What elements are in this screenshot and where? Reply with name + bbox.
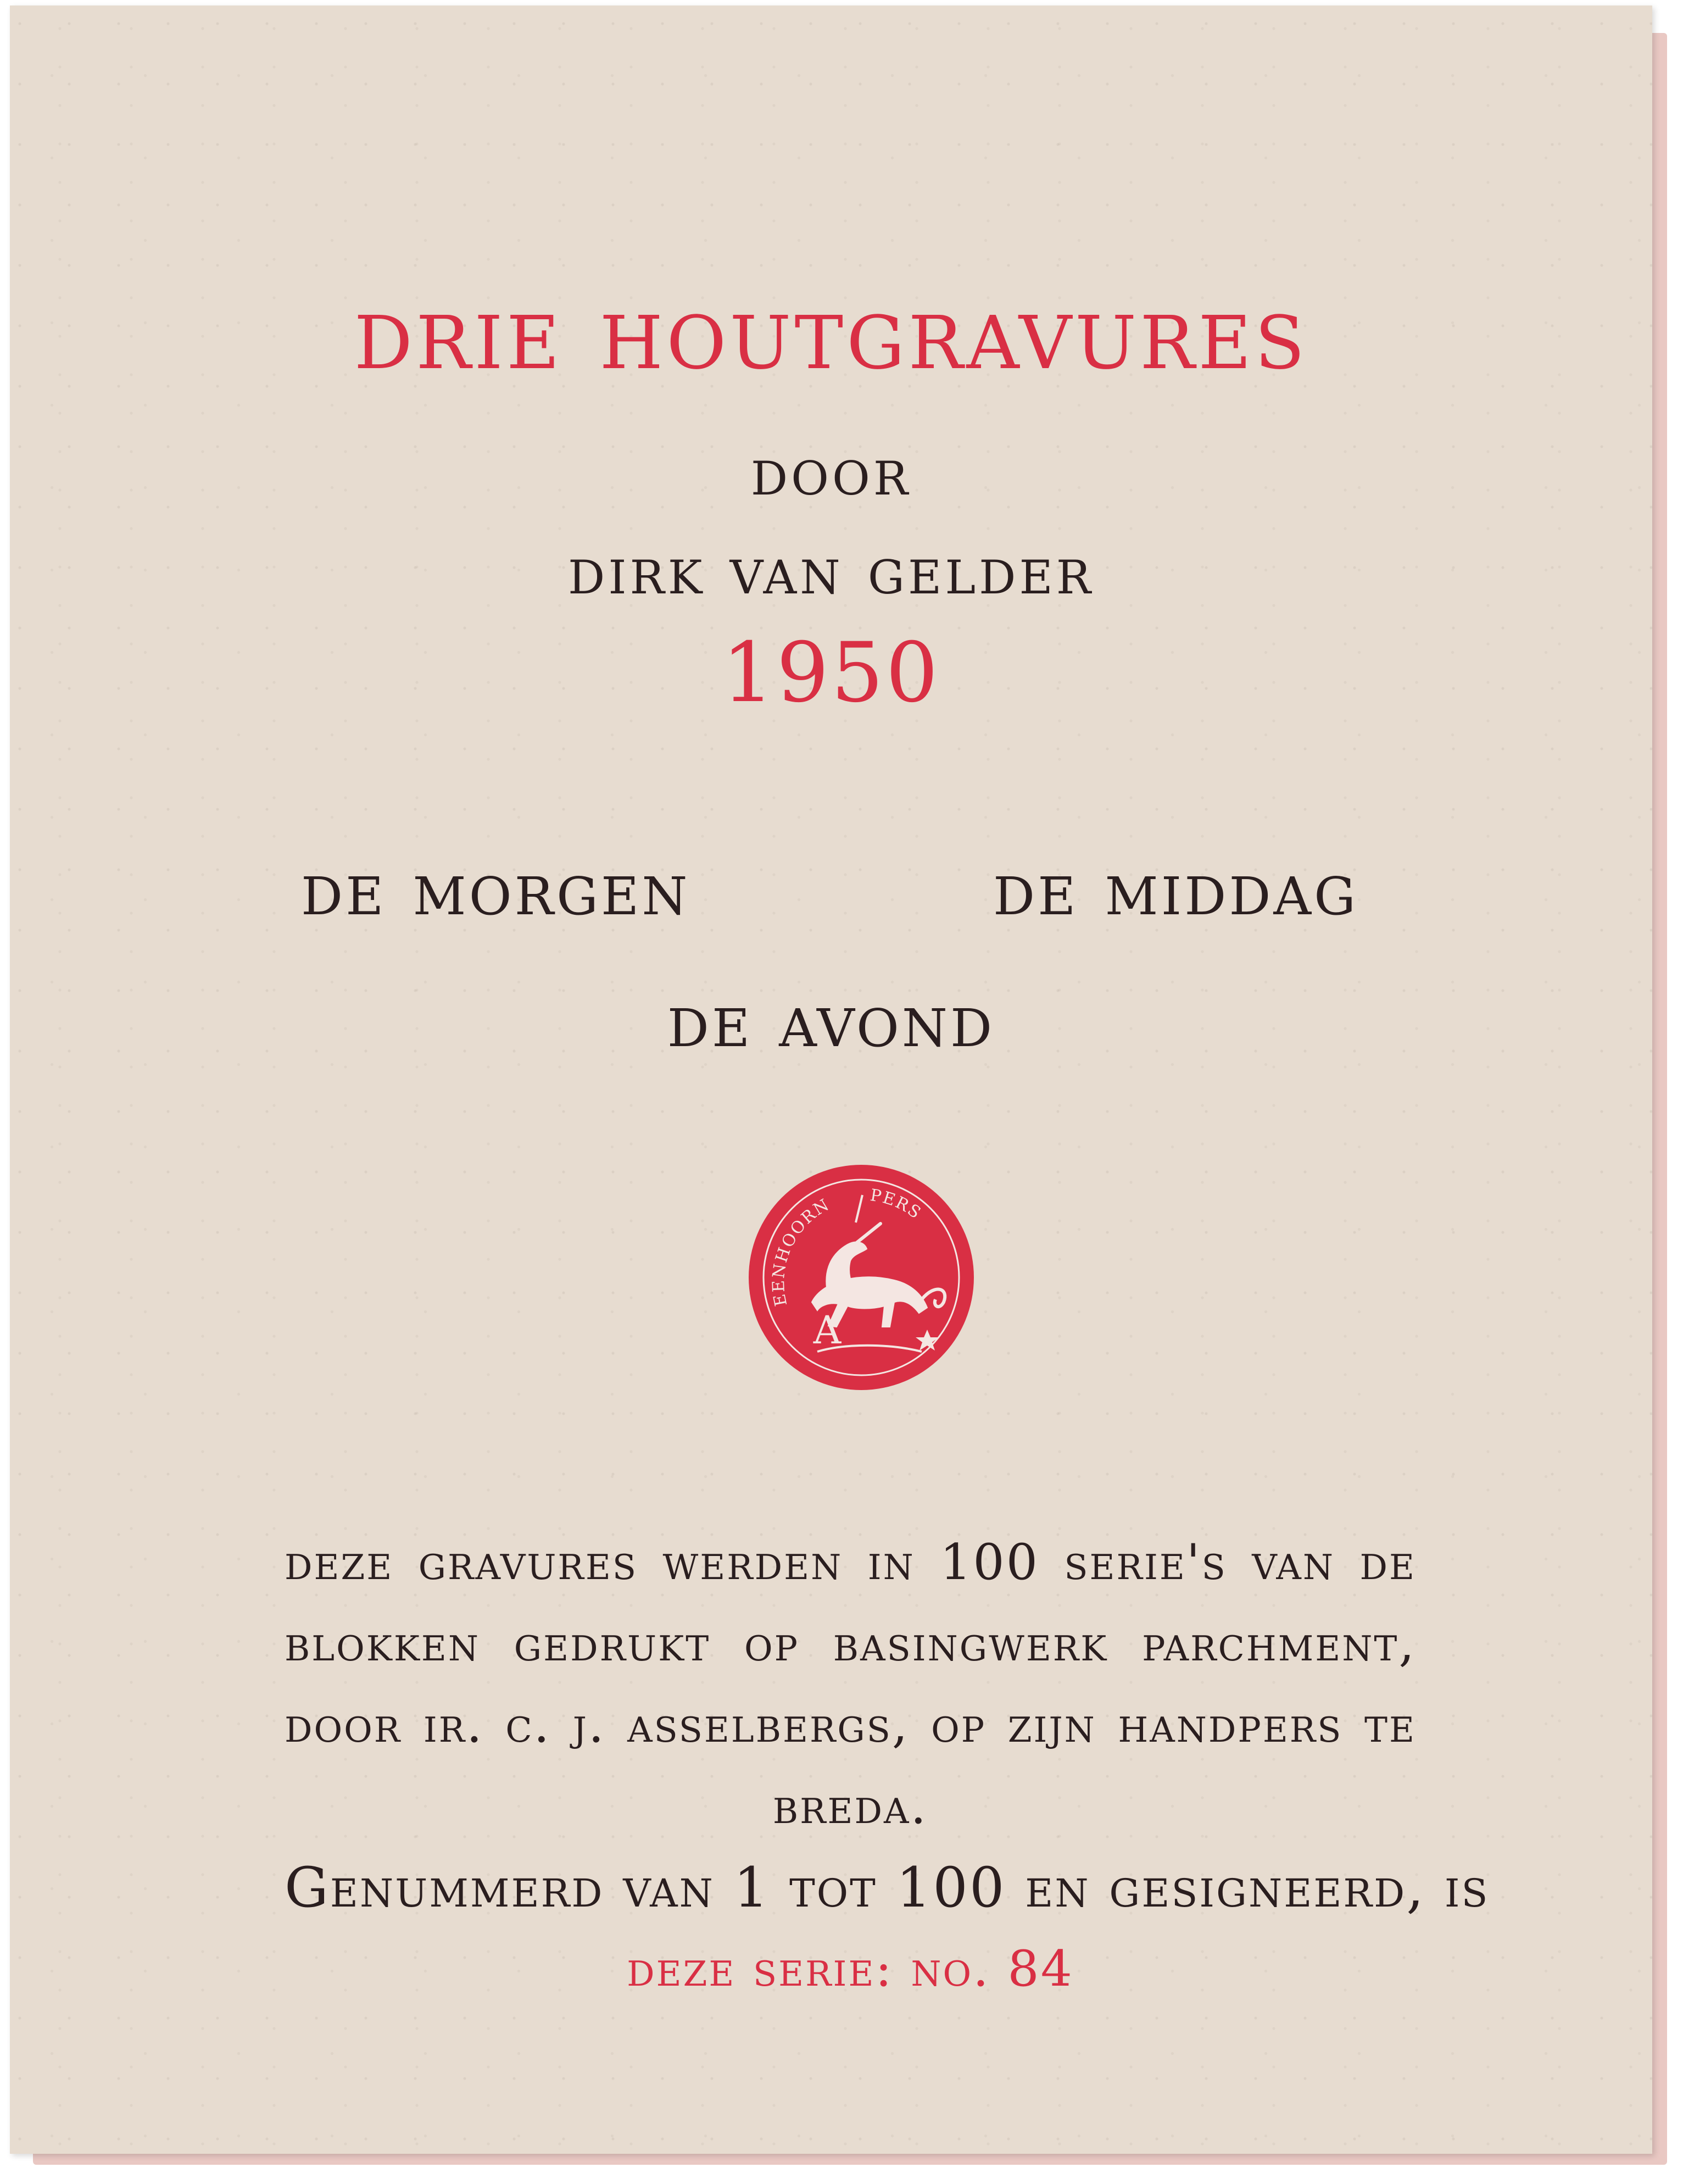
year: 1950	[722, 625, 940, 721]
serial-number: deze serie: no. 84	[627, 1940, 1074, 1998]
publisher-seal	[746, 1162, 977, 1393]
colophon	[285, 1522, 1490, 2010]
colophon-line-2: blokken gedrukt op basingwerk parchment,	[285, 1615, 1416, 1672]
title-page	[10, 5, 1652, 2154]
seal-text-left: EENHOORN	[769, 1194, 833, 1308]
work-title-evening: de avond	[667, 977, 995, 1064]
byline: door	[750, 434, 912, 510]
colophon-line-3: door ir. c. j. asselbergs, op zijn handpers te	[285, 1696, 1416, 1754]
seal-monogram: A	[813, 1308, 841, 1353]
colophon-line-4: breda.	[772, 1777, 928, 1835]
seal-text-right: PERS	[868, 1185, 925, 1224]
work-title-afternoon: de middag	[993, 846, 1359, 932]
work-title-morning: de morgen	[301, 846, 690, 932]
page-title: drie houtgravures	[354, 271, 1308, 393]
numbering-statement: Genummerd van 1 tot 100 en gesigneerd, is	[285, 1855, 1490, 1920]
artist-name: dirk van gelder	[567, 533, 1095, 609]
colophon-line-1: deze gravures werden in 100 serie's van de	[285, 1533, 1416, 1591]
